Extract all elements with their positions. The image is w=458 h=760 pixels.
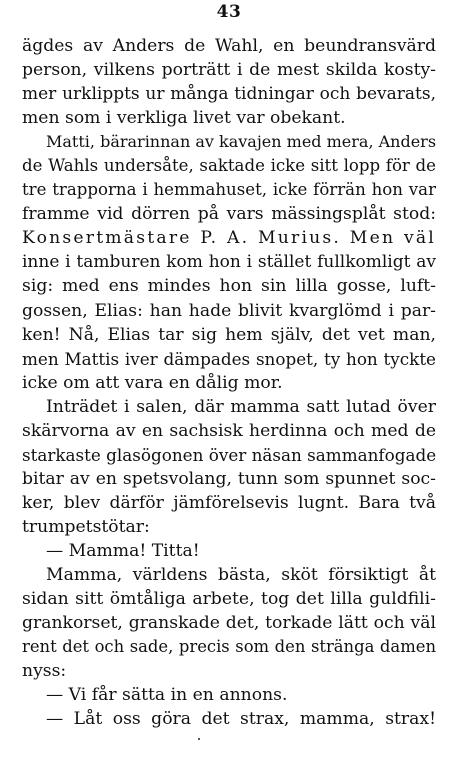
text-line: tre trapporna i hemmahuset, icke förrän hon var (22, 180, 436, 200)
text-line: men som i verkliga livet var obekant. (22, 108, 346, 129)
text-line: rent det och sade, precis som den stränga damen (22, 637, 436, 657)
text-line: mer urklippts ur många tidningar och bevarats, (22, 84, 436, 105)
text-line: ker, blev därför jämförelsevis lugnt. Bara två (22, 492, 436, 513)
text-line: bitar av en spetsvolang, tunn som spunnet soc- (22, 468, 436, 489)
text-line: starkaste glasögonen över näsan sammanfogade (22, 444, 436, 465)
text-line: sidan sitt ömtåliga arbete, tog det lilla guldfili- (22, 589, 436, 610)
text-line: Mamma, världens bästa, sköt försiktigt åt (46, 565, 436, 586)
text-line: ken! Nå, Elias tar sig hem själv, det vet man, (22, 324, 436, 345)
text-line: grankorset, granskade det, torkade lätt och väl (22, 613, 436, 634)
text-line: sig: med ens mindes hon sin lilla gosse, luft- (22, 276, 436, 297)
text-line: person, vilkens porträtt i de mest skilda kosty- (22, 60, 436, 81)
text-line: gossen, Elias: han hade blivit kvarglömd i par- (22, 300, 436, 321)
text-line: — Mamma! Titta! (46, 540, 200, 561)
text-line: skärvorna av en sachsisk herdinna och med de (22, 420, 436, 441)
text-line: de Wahls undersåte, saktade icke sitt lopp för de (22, 156, 436, 176)
text-line: — Låt oss göra det strax, mamma, strax! (46, 709, 436, 730)
text-line: inne i tamburen kom hon i stället fullkomligt av (22, 252, 436, 273)
body-text (22, 34, 436, 731)
text-line: ägdes av Anders de Wahl, en beundransvärd (22, 36, 436, 56)
text-line: nyss: (22, 661, 67, 682)
text-line: — Vi får sätta in en annons. (46, 685, 288, 706)
text-line: Inträdet i salen, där mamma satt lutad över (46, 396, 436, 417)
text-line: Matti, bärarinnan av kavajen med mera, Anders (46, 132, 436, 152)
text-line: trumpetstötar: (22, 516, 150, 537)
text-line: icke om att vara en dålig mor. (22, 372, 283, 393)
text-line: Konsertmästare P. A. Murius. Men väl (22, 228, 436, 249)
text-line: framme vid dörren på vars mässingsplåt stod: (22, 204, 436, 225)
ink-speck (198, 738, 200, 740)
text-line: men Mattis iver dämpades snopet, ty hon tyckte (22, 348, 436, 369)
page-number: 43 (216, 2, 242, 22)
